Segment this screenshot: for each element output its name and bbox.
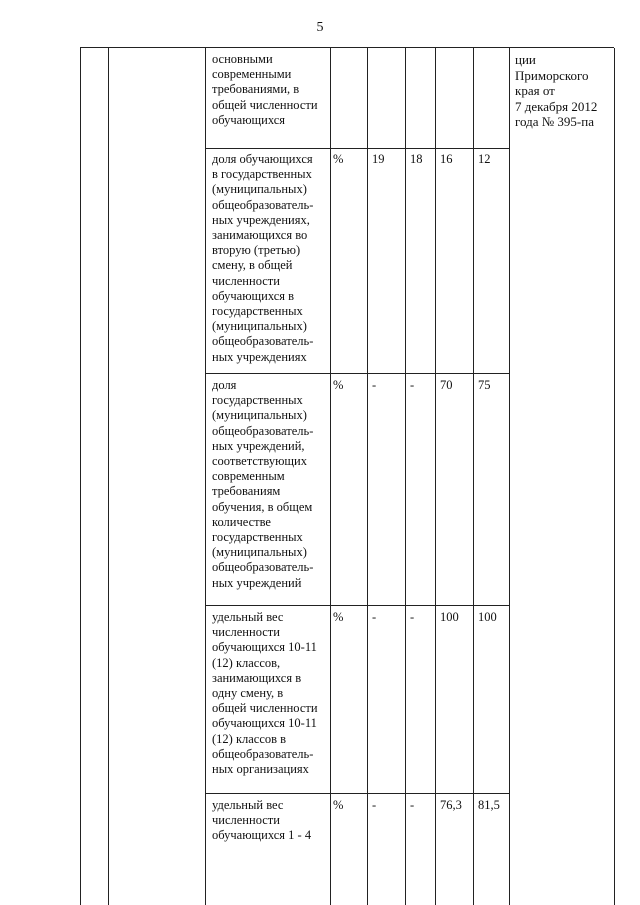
indicator-value-2: 18 [410, 152, 423, 166]
column-border [509, 48, 510, 905]
row-border [205, 148, 509, 149]
indicator-description: доля обучающихся в государственных (муниципальных) общеобразователь- ных учреждениях, занимающихся во вторую (третью) смену, в общей численности обучающихся в государственных (муниципальных) общеобразователь- ных учреждениях [212, 152, 314, 364]
column-border [108, 48, 109, 905]
indicator-value-2: - [410, 610, 415, 624]
indicator-description: удельный вес численности обучающихся 10-11 (12) классов, занимающихся в одну смену, в общей численности обучающихся 10-11 (12) классов в общеобразователь- ных организациях [212, 610, 318, 777]
column-border [473, 48, 474, 905]
resolution-note: ции Приморского края от 7 декабря 2012 года № 395-па [515, 52, 598, 129]
indicator-value-1: - [372, 798, 377, 812]
indicator-value-4: 12 [478, 152, 491, 166]
indicator-value-4: 81,5 [478, 798, 500, 812]
indicator-value-2: - [410, 798, 415, 812]
column-border [614, 48, 615, 905]
column-border [405, 48, 406, 905]
indicator-value-4: 75 [478, 378, 491, 392]
indicator-value-3: 100 [440, 610, 459, 624]
column-border [367, 48, 368, 905]
indicator-description: удельный вес численности обучающихся 1 - 4 [212, 798, 312, 843]
indicator-value-1: 19 [372, 152, 385, 166]
page-number: 5 [316, 20, 324, 35]
column-border [435, 48, 436, 905]
row-border [205, 605, 509, 606]
indicator-value-3: 70 [440, 378, 453, 392]
indicator-value-1: - [372, 610, 377, 624]
column-border [205, 48, 206, 905]
column-border [330, 48, 331, 905]
indicator-value-1: - [372, 378, 377, 392]
indicator-unit: % [333, 798, 344, 812]
row-border [205, 373, 509, 374]
indicator-description: доля государственных (муниципальных) общеобразователь- ных учреждений, соответствующих современным требованиям обучения, в общем количестве государственных (муниципальных) общеобразователь- ных учреждений [212, 378, 314, 590]
indicator-value-4: 100 [478, 610, 497, 624]
indicator-description: основными современными требованиями, в общей численности обучающихся [212, 52, 318, 127]
indicator-value-2: - [410, 378, 415, 392]
row-border [205, 793, 509, 794]
indicator-value-3: 76,3 [440, 798, 462, 812]
indicator-unit: % [333, 610, 344, 624]
indicator-unit: % [333, 152, 344, 166]
indicator-unit: % [333, 378, 344, 392]
indicator-value-3: 16 [440, 152, 453, 166]
indicators-table [80, 47, 614, 905]
